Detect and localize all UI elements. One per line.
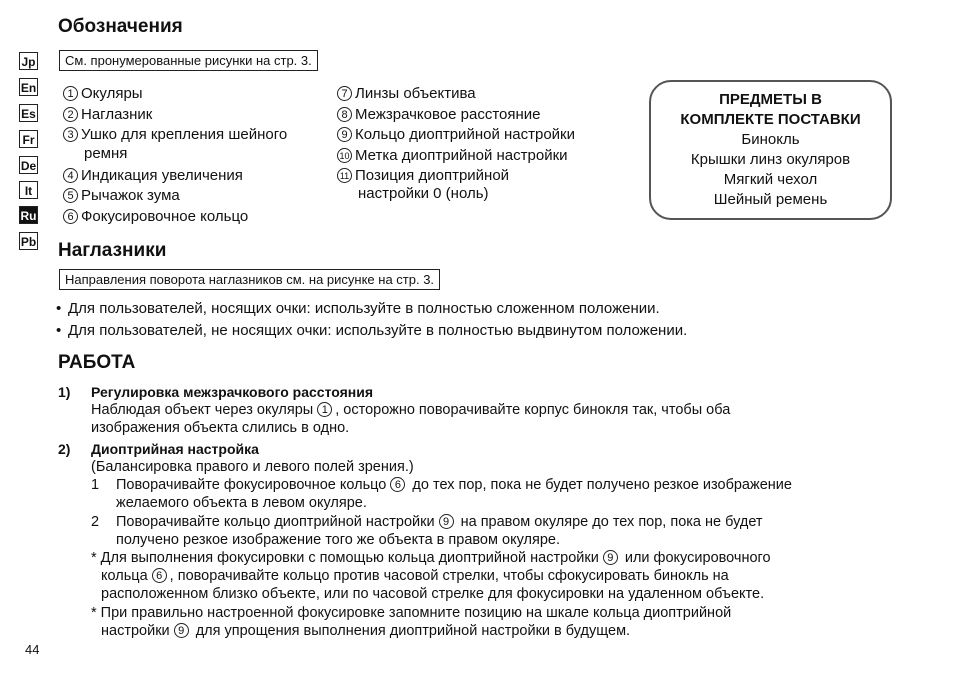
reference-note-box: См. пронумерованные рисунки на стр. 3. <box>59 50 318 71</box>
reference-note-box: Направления поворота наглазников см. на рисунке на стр. 3. <box>59 269 440 290</box>
lang-tab-en: En <box>19 78 38 96</box>
lang-tab-jp: Jp <box>19 52 38 70</box>
lang-tab-it: It <box>19 181 38 199</box>
step-number: 2) <box>58 441 71 457</box>
part-item-cont: настройки 0 (ноль) <box>358 185 489 202</box>
substep-number: 2 <box>91 514 100 530</box>
part-item: 4 Индикация увеличения <box>63 166 243 185</box>
part-item: 8 Межзрачковое расстояние <box>337 105 541 124</box>
supplied-item: Мягкий чехол <box>723 171 818 188</box>
lang-tab-pb: Pb <box>19 232 38 250</box>
supplied-item: Крышки линз окуляров <box>690 151 851 168</box>
supplied-item: Шейный ремень <box>713 191 828 208</box>
section-title-eyecups: Наглазники <box>58 240 167 261</box>
substep-number: 1 <box>91 477 100 493</box>
part-item: 9 Кольцо диоптрийной настройки <box>337 125 575 144</box>
supplied-items-title: ПРЕДМЕТЫ В <box>719 91 822 108</box>
substep-text: Поворачивайте фокусировочное кольцо 6 до тех пор, пока не будет получено резкое изображение <box>116 477 792 493</box>
footnote: настройки 9 для упрощения выполнения диоптрийной настройки в будущем. <box>101 623 631 639</box>
lang-tab-es: Es <box>19 104 38 122</box>
section-title-operation: РАБОТА <box>58 352 136 373</box>
step-number: 1) <box>58 384 71 400</box>
part-item: 2 Наглазник <box>63 105 152 124</box>
part-item: 10 Метка диоптрийной настройки <box>337 146 568 165</box>
part-item-cont: ремня <box>84 145 128 162</box>
step-subtitle: (Балансировка правого и левого полей зрения.) <box>91 459 414 475</box>
footnote: * Для выполнения фокусировки с помощью кольца диоптрийной настройки 9 или фокусировочного <box>91 550 771 566</box>
supplied-items-title: КОМПЛЕКТЕ ПОСТАВКИ <box>680 111 861 128</box>
supplied-items-box <box>649 80 892 220</box>
substep-text: получено резкое изображение того же объекта в правом окуляре. <box>116 532 560 548</box>
footnote: кольца 6 , поворачивайте кольцо против часовой стрелки, чтобы сфокусировать бинокль на <box>101 568 729 584</box>
supplied-item: Бинокль <box>741 131 800 148</box>
step-text: Наблюдая объект через окуляры 1 , осторожно поворачивайте корпус бинокля так, чтобы оба <box>91 402 731 418</box>
substep-text: Поворачивайте кольцо диоптрийной настройки 9 на правом окуляре до тех пор, пока не будет <box>116 514 763 530</box>
page-number: 44 <box>25 642 40 657</box>
step-heading: Диоптрийная настройка <box>91 441 259 457</box>
lang-tab-de: De <box>19 156 38 174</box>
part-item: 3 Ушко для крепления шейного <box>63 125 287 144</box>
bullet-item: • Для пользователей, не носящих очки: используйте в полностью выдвинутом положении. <box>56 322 688 339</box>
part-item: 5 Рычажок зума <box>63 186 180 205</box>
part-item: 1 Окуляры <box>63 84 143 103</box>
part-item: 7 Линзы объектива <box>337 84 476 103</box>
lang-tab-ru: Ru <box>19 206 38 224</box>
step-heading: Регулировка межзрачкового расстояния <box>91 384 374 400</box>
section-title-designations: Обозначения <box>58 16 183 37</box>
part-item: 11 Позиция диоптрийной <box>337 166 509 185</box>
part-item: 6 Фокусировочное кольцо <box>63 207 248 226</box>
bullet-item: • Для пользователей, носящих очки: используйте в полностью сложенном положении. <box>56 300 660 317</box>
substep-text: желаемого объекта в левом окуляре. <box>116 495 367 511</box>
footnote: * При правильно настроенной фокусировке запомните позицию на шкале кольца диоптрийной <box>91 605 732 621</box>
footnote: расположенном близко объекте, или по часовой стрелке для фокусировки на удаленном объекте. <box>101 586 765 602</box>
lang-tab-fr: Fr <box>19 130 38 148</box>
step-text: изображения объекта слились в одно. <box>91 420 350 436</box>
